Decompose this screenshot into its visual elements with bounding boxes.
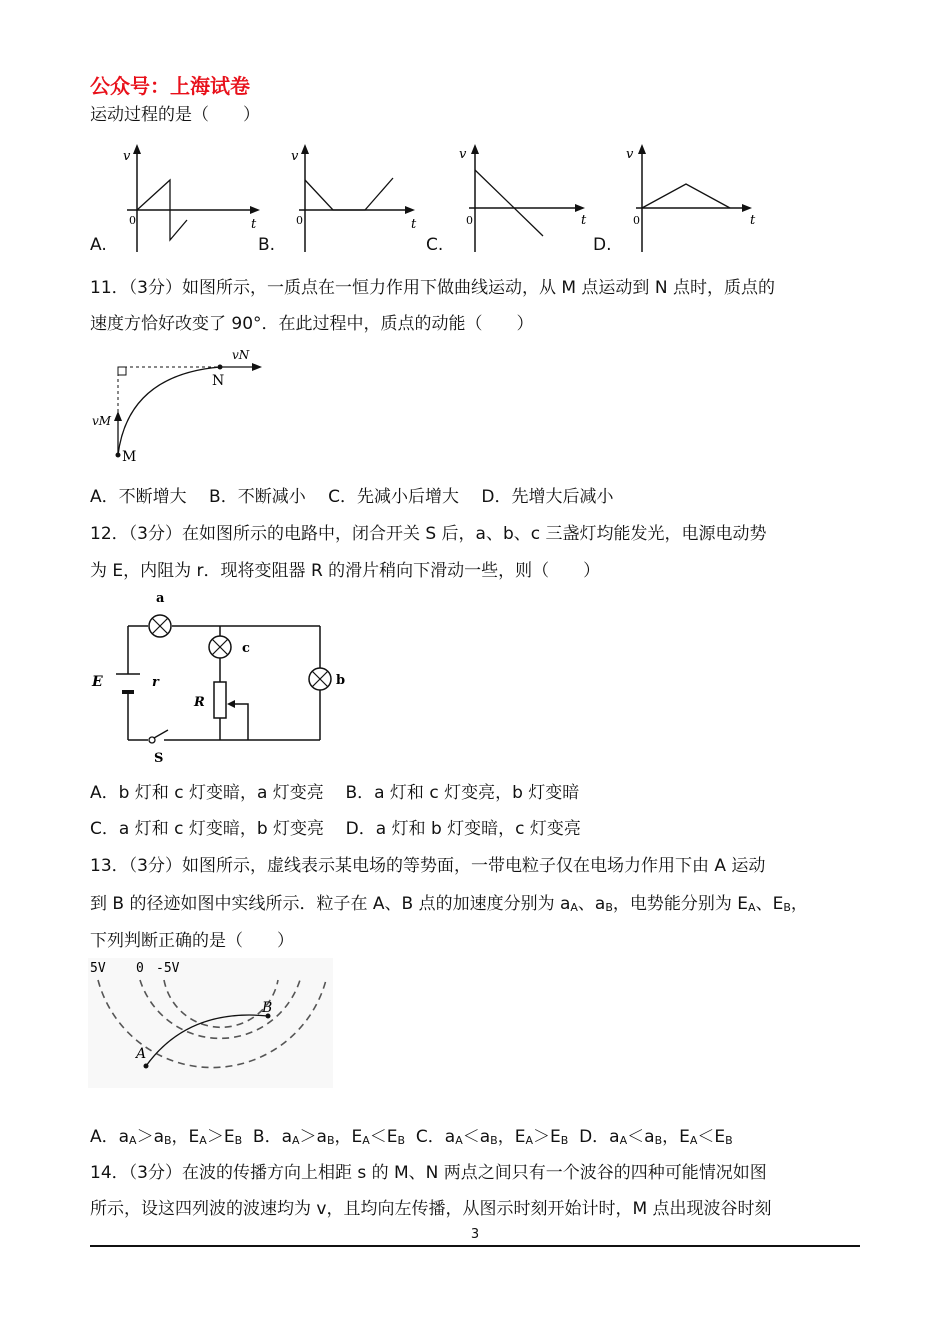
lamp-c-icon	[209, 636, 231, 658]
vm-label: vM	[92, 414, 112, 428]
q12-option-a[interactable]: A．b 灯和 c 灯变暗，a 灯变亮 B．a 灯和 c 灯变亮，b 灯变暗	[90, 783, 580, 803]
lamp-b-icon	[309, 668, 331, 690]
header-title: 公众号：上海试卷	[90, 74, 250, 98]
q13-options[interactable]: A．$a_A>a_B$，$E_A>E_B$ B．$a_A>a_B$，$E_A<E_B$ C．$a_A<a_B$，$E_A>E_B$ D．$a_A<a_B$，$E_A<E_B$	[90, 1127, 733, 1147]
potential-neg5v: -5V	[156, 961, 180, 976]
potential-0v: 0	[136, 961, 144, 976]
lamp-a-icon	[149, 615, 171, 637]
axis-t-label: t	[750, 213, 756, 228]
q12-line1: 12．（3分）在如图所示的电路中，闭合开关 S 后，a、b、c 三盏灯均能发光，电源电动势	[90, 524, 767, 544]
vn-label: vN	[232, 348, 250, 362]
q12-circuit	[88, 588, 358, 768]
q10-option-d[interactable]: D.	[593, 235, 612, 255]
axis-v-label: v	[459, 147, 467, 162]
potential-5v: 5V	[90, 961, 106, 976]
q12-option-d[interactable]: D．a 灯和 b 灯变暗，c 灯变亮	[345, 819, 581, 839]
q11-figure	[88, 345, 273, 470]
origin-label: 0	[296, 214, 303, 227]
q10-option-a[interactable]: A.	[90, 235, 107, 255]
page-number: 3	[470, 1227, 480, 1242]
q10-graph-b	[285, 140, 435, 255]
axis-v-label: v	[626, 147, 634, 162]
q10-graph-d	[622, 140, 772, 255]
q10-option-c[interactable]: C.	[426, 235, 444, 255]
n-label: N	[212, 373, 225, 389]
m-label: M	[122, 449, 137, 465]
axis-v-label: v	[291, 149, 299, 164]
point-b-label: B	[262, 1000, 273, 1016]
q10-graph-c	[455, 140, 605, 255]
q13-line3: 下列判断正确的是（ ）	[90, 931, 294, 951]
label-e: E	[92, 674, 103, 690]
label-s: S	[154, 751, 164, 766]
q10-tail: 运动过程的是（ ）	[90, 105, 260, 125]
origin-label: 0	[466, 214, 473, 227]
q10-option-b[interactable]: B.	[258, 235, 276, 255]
q10-graph-a	[115, 140, 265, 255]
axis-t-label: t	[411, 217, 417, 232]
q12-line2: 为 E，内阻为 r．现将变阻器 R 的滑片稍向下滑动一些，则（ ）	[90, 561, 601, 581]
q13-line1: 13．（3分）如图所示，虚线表示某电场的等势面，一带电粒子仅在电场力作用下由 A 运动	[90, 856, 766, 876]
q13-figure	[88, 958, 333, 1088]
label-a: a	[156, 591, 165, 606]
label-rheostat: R	[194, 695, 205, 710]
label-b: b	[336, 673, 346, 688]
q14-line1: 14．（3分）在波的传播方向上相距 s 的 M、N 两点之间只有一个波谷的四种可能情况如图	[90, 1163, 767, 1183]
q14-line2: 所示，设这四列波的波速均为 v，且均向左传播，从图示时刻开始计时，M 点出现波谷时刻	[90, 1199, 772, 1219]
q11-options[interactable]: A．不断增大 B．不断减小 C．先减小后增大 D．先增大后减小	[90, 487, 614, 507]
q12-option-c[interactable]: C．a 灯和 c 灯变暗，b 灯变亮 D．a 灯和 b 灯变暗，c 灯变亮	[90, 819, 581, 839]
label-c: c	[242, 641, 250, 656]
q13-line2: 到 B 的径迹如图中实线所示．粒子在 A、B 点的加速度分别为 $a_A$、$a_B$，电势能分别为 $E_A$、$E_B$，	[90, 894, 808, 914]
q11-line2: 速度方恰好改变了 90°．在此过程中，质点的动能（ ）	[90, 314, 534, 334]
q12-option-b[interactable]: B．a 灯和 c 灯变亮，b 灯变暗	[345, 783, 580, 803]
origin-label: 0	[633, 214, 640, 227]
axis-t-label: t	[251, 217, 257, 232]
axis-v-label: v	[123, 149, 131, 164]
q11-line1: 11．（3分）如图所示，一质点在一恒力作用下做曲线运动，从 M 点运动到 N 点时，质点的	[90, 278, 775, 298]
label-r: r	[152, 675, 159, 690]
origin-label: 0	[129, 214, 136, 227]
footer-divider	[90, 1245, 860, 1247]
axis-t-label: t	[581, 213, 587, 228]
point-a-label: A	[136, 1046, 147, 1062]
